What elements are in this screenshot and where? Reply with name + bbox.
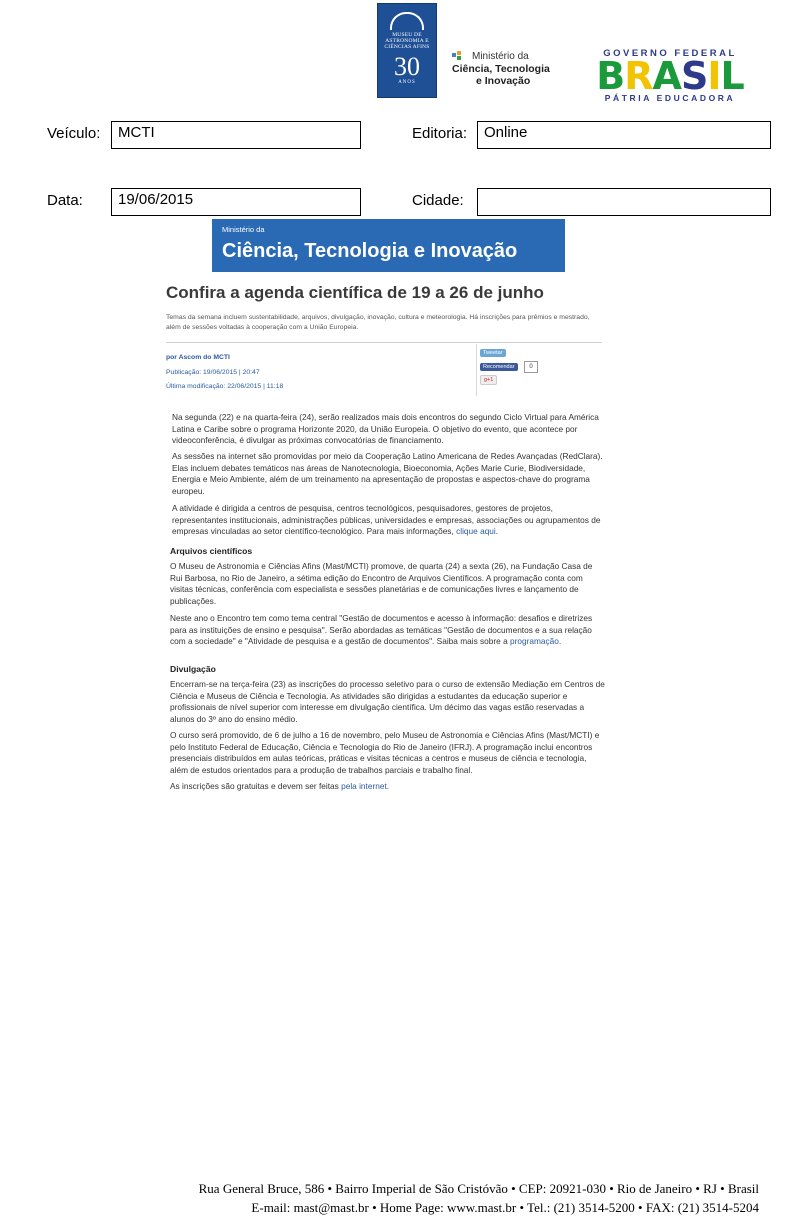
data-field[interactable]: 19/06/2015 bbox=[111, 188, 361, 216]
footer-address: Rua General Bruce, 586 • Bairro Imperial de São Cristóvão • CEP: 20921-030 • Rio de Janeiro • RJ • Brasil bbox=[198, 1181, 759, 1196]
footer-contacts: E-mail: mast@mast.br • Home Page: www.mast.br • Tel.: (21) 3514-5200 • FAX: (21) 3514-5204 bbox=[251, 1200, 759, 1215]
mcti-logo bbox=[452, 51, 570, 87]
mcti-logo-line1: Ministério da bbox=[472, 51, 529, 62]
editoria-field[interactable]: Online bbox=[477, 121, 771, 149]
mast-logo-name: MUSEU DE ASTRONOMIA E CIÊNCIAS AFINS bbox=[384, 32, 430, 50]
paragraph-5-text: Neste ano o Encontro tem como tema central "Gestão de documentos e acesso à informação: desafios e diretrizes para as instituições de ensino e pesquisa". Serão abordadas as temáticas "Gestão de documentos e a sua relação com a sociedade" e "Atividade de pesquisa e a gestão de documentos". Saiba mais sobre a bbox=[170, 613, 593, 647]
governo-federal-logo bbox=[588, 48, 752, 103]
article-modified: Última modificação: 22/06/2015 | 11:18 bbox=[166, 383, 284, 390]
veiculo-field[interactable]: MCTI bbox=[111, 121, 361, 149]
paragraph-3-text: A atividade é dirigida a centros de pesquisa, centros tecnológicos, pesquisadores, gestores de projetos, representantes institucionais, administrações públicas, universidades e empresas, associações ou agrupamentos de empresas vinculadas ao setor científico-tecnológico. Para mais informações, bbox=[172, 503, 601, 537]
paragraph-1: Na segunda (22) e na quarta-feira (24), serão realizados mais dois encontros do segundo Ciclo Virtual para América Latina e Caribe sobre o programa Horizonte 2020, da União Europeia. O objetivo do evento, que acontece por videoconferência, é divulgar as próximas convocatórias de financiamento. bbox=[172, 412, 599, 446]
paragraph-6: Encerram-se na terça-feira (23) as inscrições do processo seletivo para o curso de extensão Mediação em Centros de Ciência e Museus de Ciência e Tecnologia. As atividades são dirigidas a estudantes da educação superior e profissionais de nível superior com interesse em divulgação científica. Um décimo das vagas estão reservadas a alunos do 3º ano do ensino médio. bbox=[170, 679, 605, 724]
gov-logo-brasil: BRASIL bbox=[596, 54, 744, 98]
paragraph-3: A atividade é dirigida a centros de pesquisa, centros tecnológicos, pesquisadores, gestores de projetos, representantes institucionais, administrações públicas, universidades e empresas, associações ou agrupamentos de empresas vinculadas ao setor científico-tecnológico. Para mais informações, clique aqui. bbox=[172, 503, 601, 537]
paragraph-5: Neste ano o Encontro tem como tema central "Gestão de documentos e acesso à informação: desafios e diretrizes para as instituições de ensino e pesquisa". Serão abordadas as temáticas "Gestão de documentos e a sua relação com a sociedade" e "Atividade de pesquisa e a gestão de documentos". Saiba mais sobre a programação. bbox=[170, 613, 593, 647]
paragraph-8-text: As inscrições são gratuitas e devem ser feitas bbox=[170, 781, 339, 791]
pela-internet-link[interactable]: pela internet bbox=[341, 781, 387, 791]
programacao-link[interactable]: programação bbox=[510, 636, 559, 647]
banner-small-text: Ministério da bbox=[222, 225, 265, 234]
article-subtitle: Temas da semana incluem sustentabilidade, arquivos, divulgação, inovação, cultura e meteorologia. Há inscrições para prêmios e mestrado, além de sessões voltadas à cooperação com a União Europeia. bbox=[166, 314, 590, 331]
paragraph-7: O curso será promovido, de 6 de julho a 16 de novembro, pelo Museu de Astronomia e Ciências Afins (Mast/MCTI) e pelo Instituto Federal de Educação, Ciência e Tecnologia do Rio de Janeiro (IFRJ). A programação inclui encontros presenciais distribuídos em aulas teóricas, práticas e visitas técnicas a centros e museus de ciência e tecnologia, além de estudos orientados para a produção de trabalhos parciais e trabalho final. bbox=[170, 730, 600, 775]
banner-large-text: Ciência, Tecnologia e Inovação bbox=[222, 240, 518, 262]
cidade-field[interactable] bbox=[477, 188, 771, 216]
mcti-banner bbox=[212, 219, 565, 272]
mcti-logo-line3: e Inovação bbox=[476, 75, 531, 87]
gov-logo-top: GOVERNO FEDERAL bbox=[603, 48, 737, 59]
cidade-label: Cidade: bbox=[412, 192, 464, 209]
clique-aqui-link[interactable]: clique aqui bbox=[456, 526, 496, 537]
mast-logo-years: 30 bbox=[394, 52, 420, 81]
heading-divulgacao: Divulgação bbox=[170, 664, 216, 674]
article-author: por Ascom do MCTI bbox=[166, 354, 230, 361]
paragraph-8: As inscrições são gratuitas e devem ser feitas pela internet. bbox=[170, 781, 390, 791]
tweet-button[interactable]: Tweetar bbox=[480, 349, 506, 357]
article-published: Publicação: 19/06/2015 | 20:47 bbox=[166, 369, 260, 376]
gplus-button[interactable]: g+1 bbox=[480, 375, 497, 385]
observatory-dome-icon bbox=[390, 12, 424, 30]
mast-logo bbox=[377, 3, 437, 98]
paragraph-2: As sessões na internet são promovidas por meio da Cooperação Latino Americana de Redes Avançadas (RedClara). Elas incluem debates temáticos nas áreas de Nanotecnologia, Bioeconomia, Ações Marie Curie, Biodiversidade, Energia e Meio Ambiente, além de um treinamento na apresentação de propostas e aspectos-chave do programa europeu. bbox=[172, 451, 603, 496]
heading-arquivos: Arquivos científicos bbox=[170, 546, 253, 556]
mast-logo-years-label: ANOS bbox=[398, 80, 416, 85]
article-divider bbox=[166, 342, 602, 343]
editoria-label: Editoria: bbox=[412, 125, 468, 142]
article-title: Confira a agenda científica de 19 a 26 de junho bbox=[166, 283, 544, 302]
mcti-mark-icon bbox=[452, 51, 466, 61]
data-label: Data: bbox=[47, 192, 83, 209]
facebook-count: 0 bbox=[524, 361, 538, 373]
paragraph-4: O Museu de Astronomia e Ciências Afins (Mast/MCTI) promove, de quarta (24) a sexta (26), na Fundação Casa de Rui Barbosa, no Rio de Janeiro, a sétima edição do Encontro de Arquivos Científicos. A programação conta com visitas técnicas, conferência com especialista e sessões planetárias e de comunicações livres e lançamento de publicações. bbox=[170, 561, 593, 606]
mcti-logo-line2: Ciência, Tecnologia bbox=[452, 63, 550, 75]
facebook-recommend-button[interactable]: Recomendar bbox=[480, 363, 518, 371]
share-separator bbox=[476, 344, 477, 396]
veiculo-label: Veículo: bbox=[47, 125, 101, 142]
gov-logo-bottom: PÁTRIA EDUCADORA bbox=[604, 93, 736, 103]
